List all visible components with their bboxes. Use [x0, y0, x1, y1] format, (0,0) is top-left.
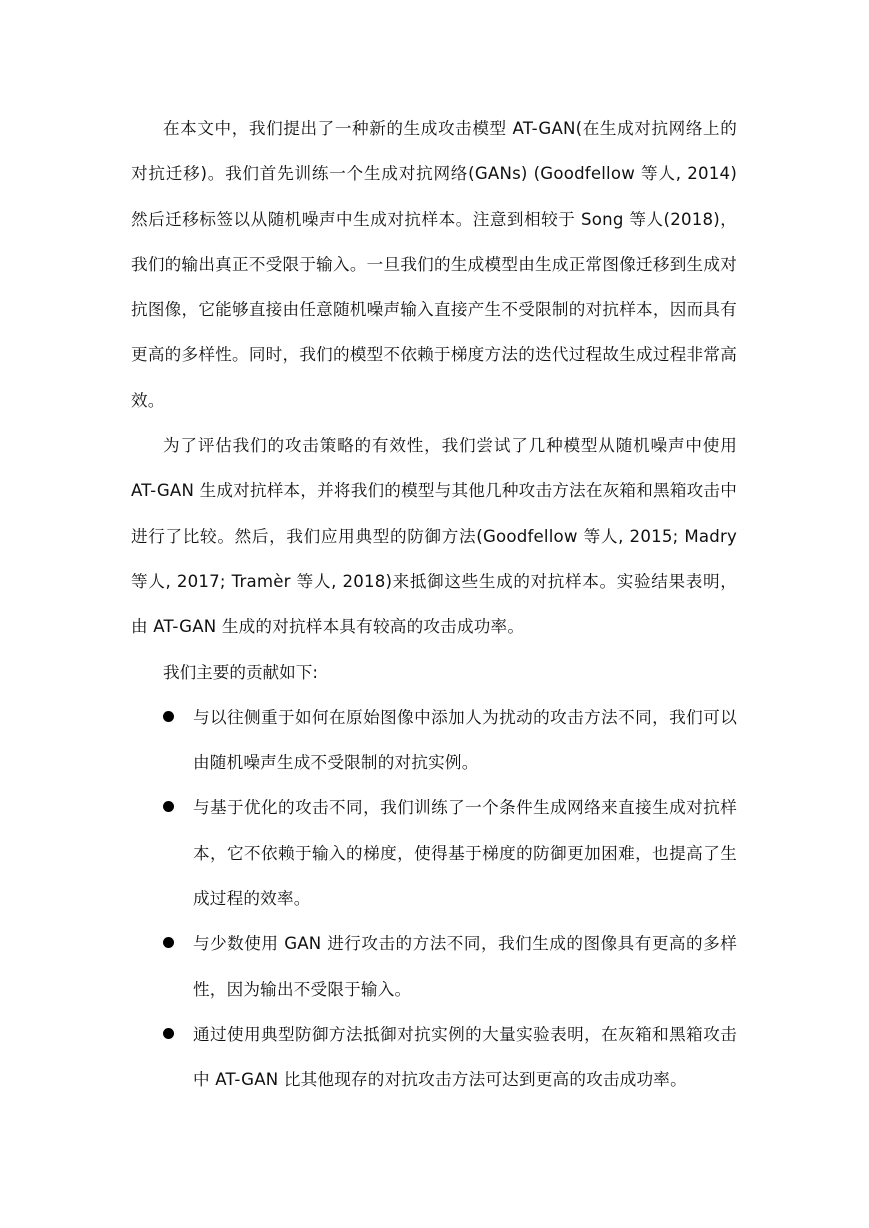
bullet-icon [163, 1028, 174, 1039]
bullet-icon [163, 937, 174, 948]
contribution-text: 与基于优化的攻击不同，我们训练了一个条件生成网络来直接生成对抗样本，它不依赖于输入的梯度，使得基于梯度的防御更加困难，也提高了生成过程的效率。 [193, 798, 737, 909]
paragraph-evaluation: 为了评估我们的攻击策略的有效性，我们尝试了几种模型从随机噪声中使用 AT-GAN 生成对抗样本，并将我们的模型与其他几种攻击方法在灰箱和黑箱攻击中进行了比较。然后，我们应用典型的防御方法(Goodfellow 等人, 2015; Madry 等人, 2017; Tramèr 等人, 2018)来抵御这些生成的对抗样本。实验结果表明，由 AT-GAN 生成的对抗样本具有较高的攻击成功率。 [131, 436, 737, 637]
list-item [131, 695, 737, 786]
contribution-text: 与少数使用 GAN 进行攻击的方法不同，我们生成的图像具有更高的多样性，因为输出不受限于输入。 [193, 934, 737, 999]
contribution-text: 与以往侧重于如何在原始图像中添加人为扰动的攻击方法不同，我们可以由随机噪声生成不受限制的对抗实例。 [193, 707, 737, 773]
list-item [131, 1012, 737, 1103]
document-page [131, 106, 737, 1103]
contribution-text: 通过使用典型防御方法抵御对抗实例的大量实验表明，在灰箱和黑箱攻击中 AT-GAN 比其他现存的对抗攻击方法可达到更高的攻击成功率。 [193, 1024, 737, 1090]
list-item [131, 785, 737, 921]
contributions-list [131, 695, 737, 1103]
bullet-icon [163, 711, 174, 722]
contributions-heading: 我们主要的贡献如下: [163, 662, 318, 682]
paragraph-intro: 在本文中，我们提出了一种新的生成攻击模型 AT-GAN(在生成对抗网络上的对抗迁移)。我们首先训练一个生成对抗网络(GANs) (Goodfellow 等人, 2014)然后迁移标签以从随机噪声中生成对抗样本。注意到相较于 Song 等人(2018)，我们的输出真正不受限于输入。一旦我们的生成模型由生成正常图像迁移到生成对抗图像，它能够直接由任意随机噪声输入直接产生不受限制的对抗样本，因而具有更高的多样性。同时，我们的模型不依赖于梯度方法的迭代过程故生成过程非常高效。 [131, 119, 737, 410]
bullet-icon [163, 801, 174, 812]
list-item [131, 921, 737, 1012]
